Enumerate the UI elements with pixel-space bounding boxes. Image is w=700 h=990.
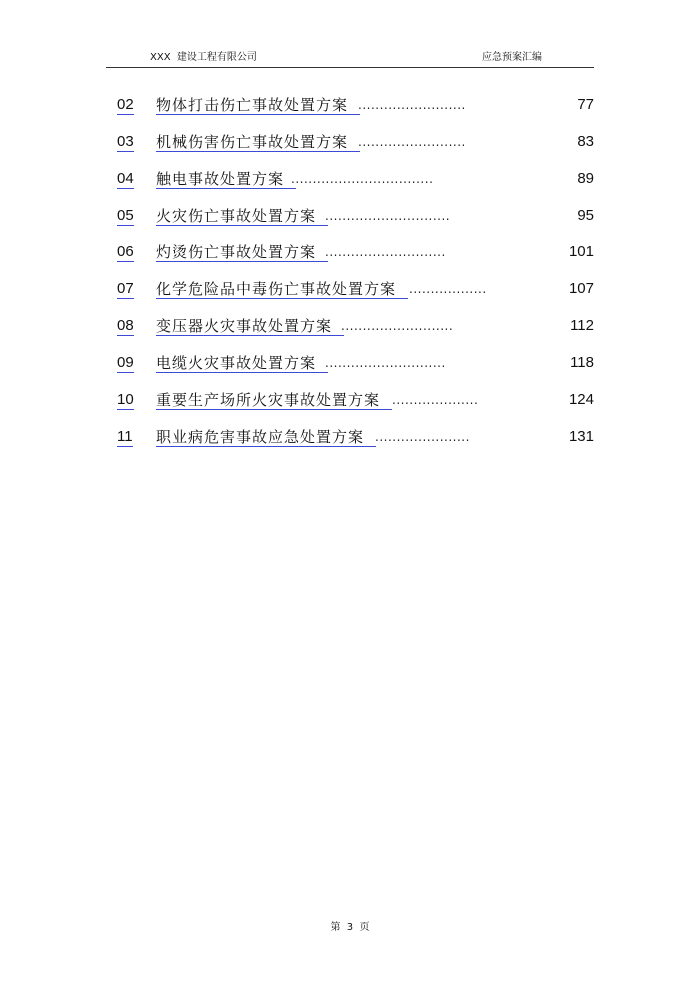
- toc-dot-leader: .........................: [358, 98, 466, 112]
- toc-entry-title[interactable]: 变压器火灾事故处置方案: [156, 317, 344, 336]
- toc-entry[interactable]: [0, 317, 700, 341]
- toc-entry-number[interactable]: 05: [117, 207, 134, 224]
- toc-entry-page: 95: [577, 207, 594, 224]
- toc-entry-number[interactable]: 09: [117, 354, 134, 371]
- toc-entry-number[interactable]: 10: [117, 391, 134, 408]
- toc-entry[interactable]: [0, 428, 700, 452]
- toc-entry-number[interactable]: 03: [117, 133, 134, 150]
- toc-entry[interactable]: [0, 354, 700, 378]
- toc-entry[interactable]: [0, 133, 700, 157]
- toc-entry-title[interactable]: 物体打击伤亡事故处置方案: [156, 96, 360, 115]
- toc-entry-number[interactable]: 06: [117, 243, 134, 260]
- toc-entry-title[interactable]: 火灾伤亡事故处置方案: [156, 207, 328, 226]
- toc-entry-page: 118: [570, 354, 594, 371]
- toc-entry-title[interactable]: 重要生产场所火灾事故处置方案: [156, 391, 392, 410]
- toc-entry-number[interactable]: 04: [117, 170, 134, 187]
- page-header: [106, 50, 594, 66]
- toc-entry-number[interactable]: 07: [117, 280, 134, 297]
- toc-entry-number[interactable]: 02: [117, 96, 134, 113]
- toc-dot-leader: ..........................: [341, 319, 454, 333]
- toc-entry-page: 77: [577, 96, 594, 113]
- toc-entry[interactable]: [0, 280, 700, 304]
- page-number: 第 3 页: [330, 922, 370, 933]
- toc-entry[interactable]: [0, 96, 700, 120]
- toc-dot-leader: ......................: [375, 430, 470, 444]
- toc-entry-title[interactable]: 机械伤害伤亡事故处置方案: [156, 133, 360, 152]
- toc-dot-leader: .................................: [291, 172, 434, 186]
- toc-entry-number[interactable]: 11: [117, 428, 133, 445]
- toc-entry-number[interactable]: 08: [117, 317, 134, 334]
- toc-dot-leader: ............................: [325, 356, 446, 370]
- toc-entry-title[interactable]: 职业病危害事故应急处置方案: [156, 428, 376, 447]
- toc-entry[interactable]: [0, 243, 700, 267]
- toc-entry-page: 131: [568, 428, 594, 445]
- header-divider: [106, 67, 594, 68]
- toc-entry-page: 112: [570, 317, 594, 334]
- toc-entry-page: 83: [577, 133, 594, 150]
- toc-entry-page: 107: [568, 280, 594, 297]
- toc-dot-leader: ....................: [392, 393, 479, 407]
- toc-entry[interactable]: [0, 207, 700, 231]
- toc-entry-title[interactable]: 电缆火灾事故处置方案: [156, 354, 328, 373]
- toc-dot-leader: ..................: [409, 282, 487, 296]
- toc-entry-page: 101: [568, 243, 594, 260]
- toc-dot-leader: .........................: [358, 135, 466, 149]
- header-document-title: 应急预案汇编: [482, 52, 542, 63]
- header-company-name: XXX 建设工程有限公司: [150, 52, 257, 63]
- toc-entry-page: 89: [577, 170, 594, 187]
- toc-entry-page: 124: [568, 391, 594, 408]
- toc-dot-leader: ............................: [325, 245, 446, 259]
- toc-entry-title[interactable]: 灼烫伤亡事故处置方案: [156, 243, 328, 262]
- toc-entry-title[interactable]: 触电事故处置方案: [156, 170, 296, 189]
- toc-entry[interactable]: [0, 391, 700, 415]
- toc-entry[interactable]: [0, 170, 700, 194]
- toc-dot-leader: .............................: [325, 209, 451, 223]
- toc-entry-title[interactable]: 化学危险品中毒伤亡事故处置方案: [156, 280, 408, 299]
